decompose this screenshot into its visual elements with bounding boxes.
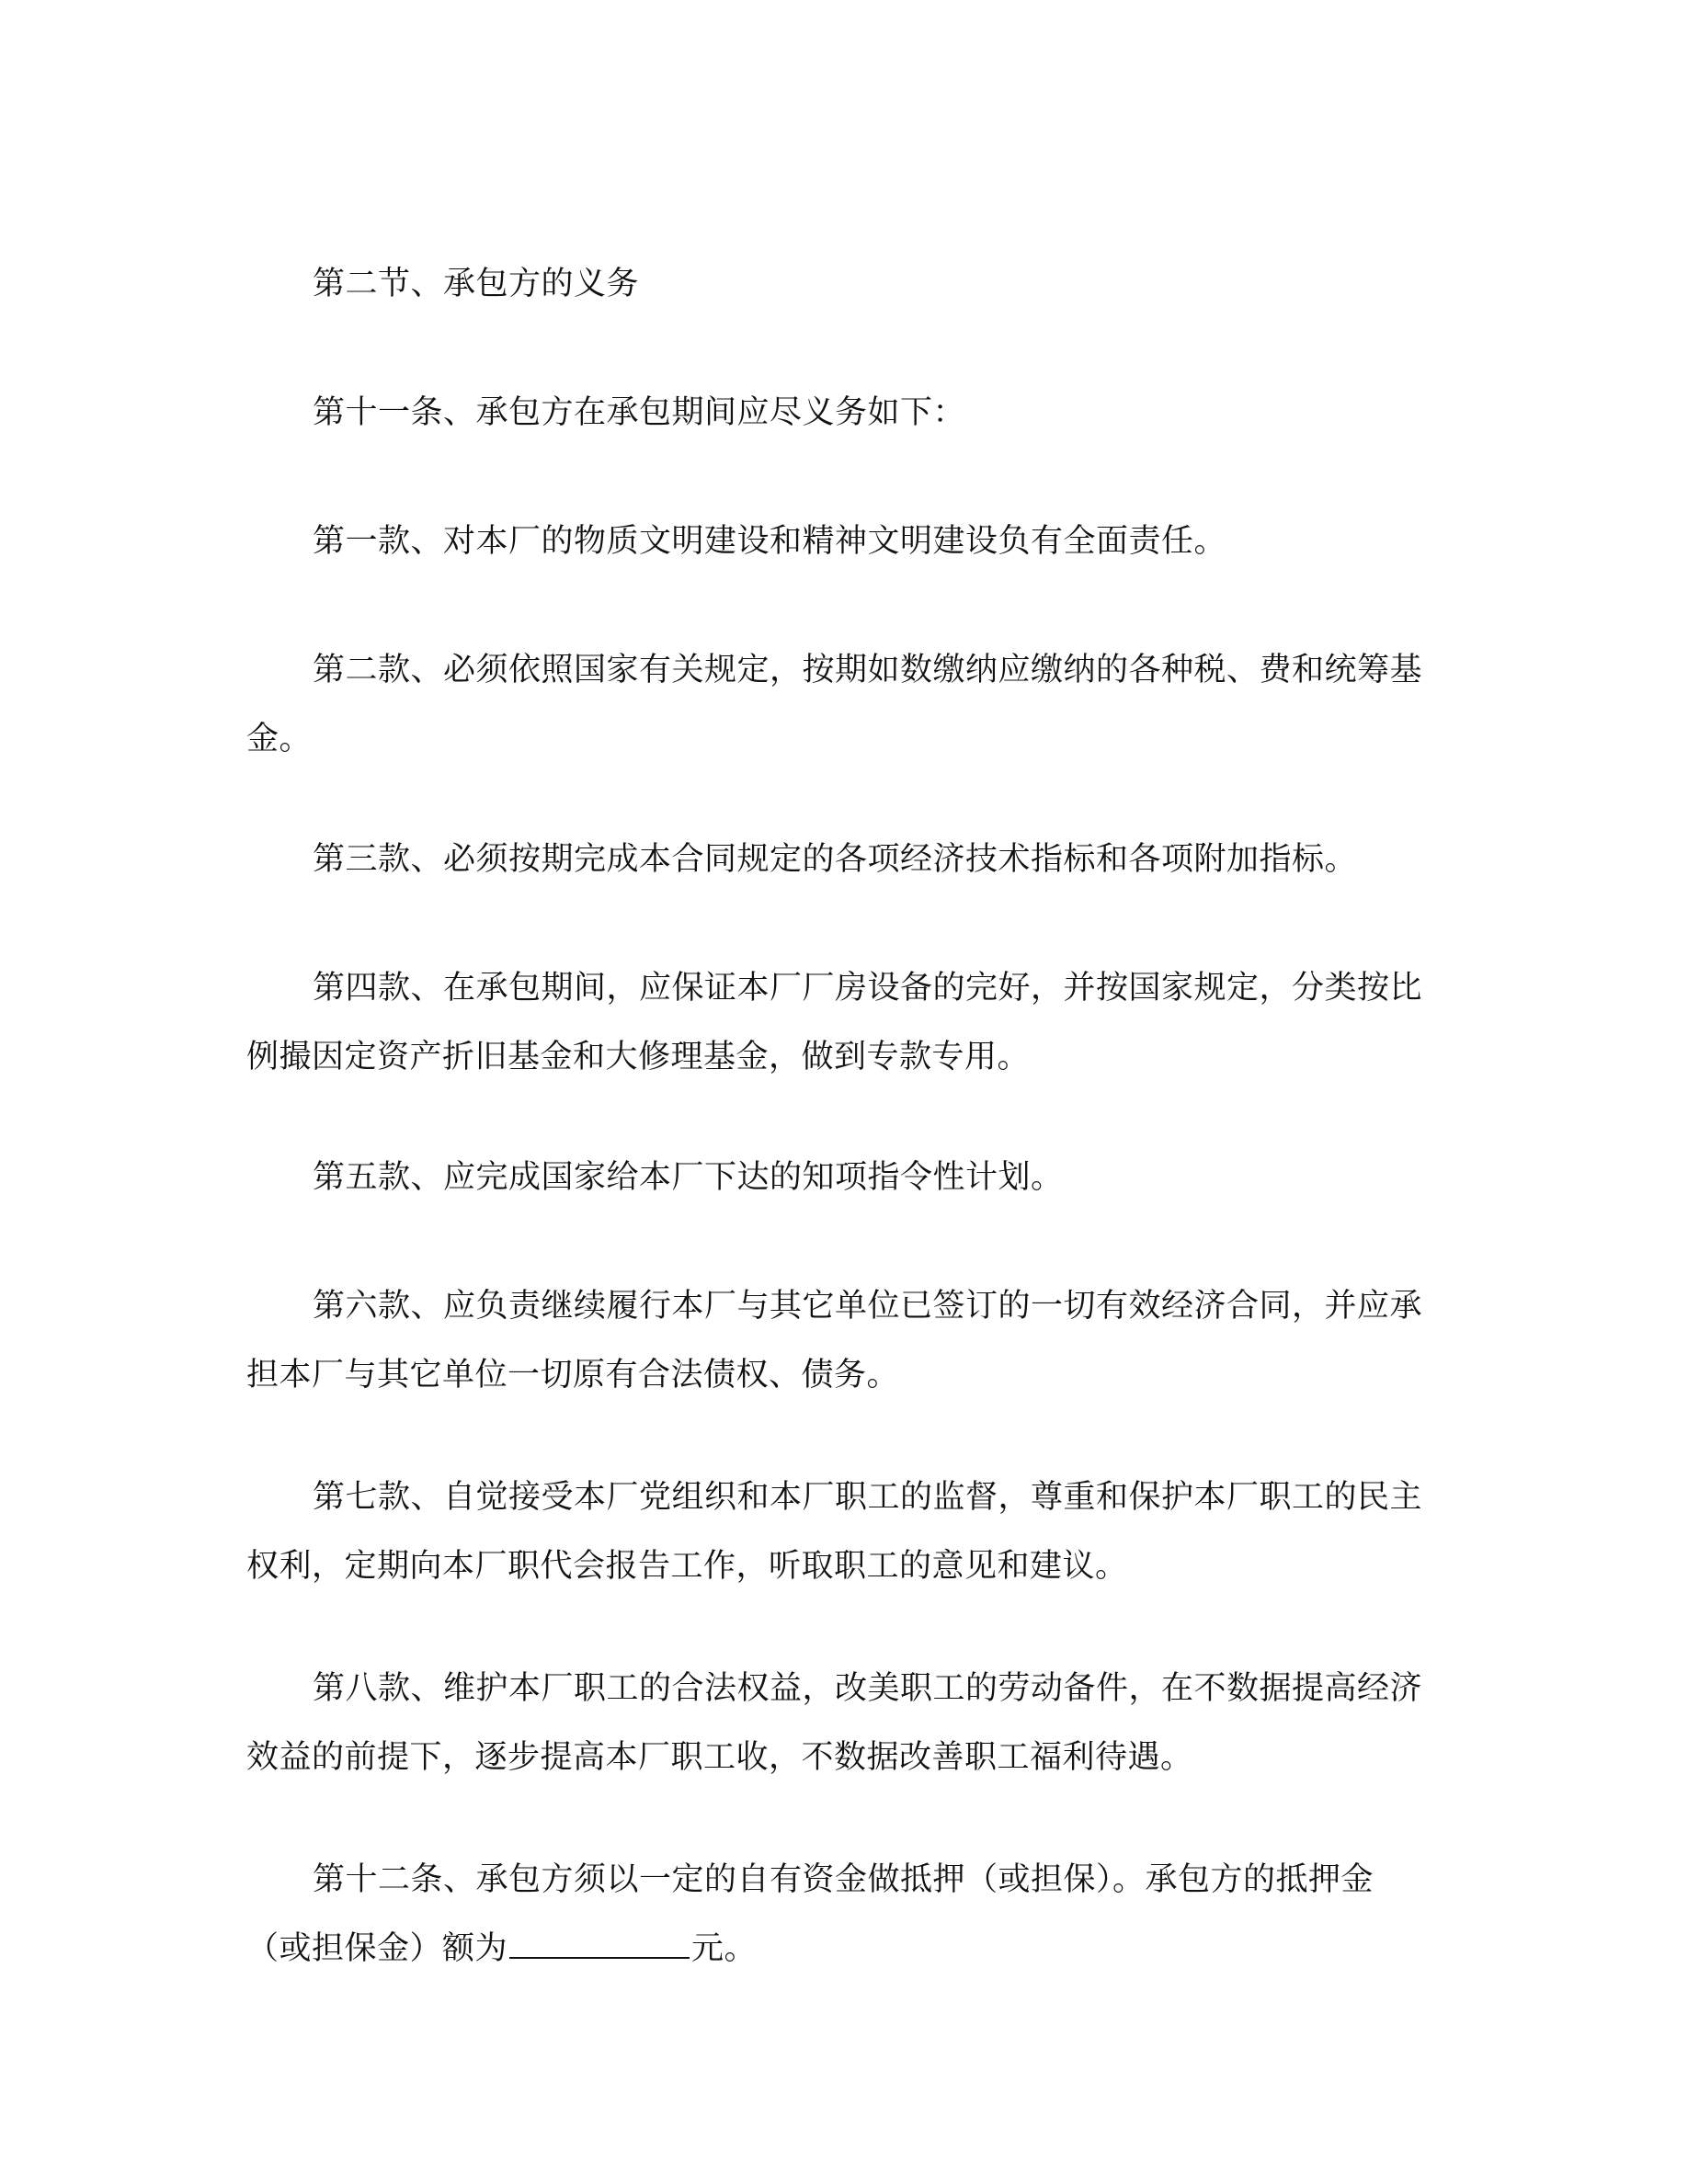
clause-1: 第一款、对本厂的物质文明建设和精神文明建设负有全面责任。 [313,523,1227,560]
clause-4: 第四款、在承包期间，应保证本厂厂房设备的完好，并按国家规定，分类按比例撮因定资产折旧基金和大修理基金，做到专款专用。 [246,970,1423,1075]
amount-blank-field[interactable] [509,1929,690,1959]
article-12-text: 第十二条、承包方须以一定的自有资金做抵押（或担保）。承包方的抵押金（或担保金）额为 [246,1861,1374,1967]
article-11-intro: 第十一条、承包方在承包期间应尽义务如下： [313,394,966,431]
clause-7: 第七款、自觉接受本厂党组织和本厂职工的监督，尊重和保护本厂职工的民主权利，定期向本厂职代会报告工作，听取职工的意见和建议。 [246,1479,1423,1585]
article-12-suffix: 元。 [691,1930,758,1967]
clause-5: 第五款、应完成国家给本厂下达的知项指令性计划。 [313,1159,1064,1196]
clause-2: 第二款、必须依照国家有关规定，按期如数缴纳应缴纳的各种税、费和统筹基金。 [246,652,1423,757]
article-12 [246,1846,1434,1984]
clause-6: 第六款、应负责继续履行本厂与其它单位已签订的一切有效经济合同，并应承担本厂与其它单位一切原有合法债权、债务。 [246,1288,1423,1393]
clause-8: 第八款、维护本厂职工的合法权益，改美职工的劳动备件，在不数据提高经济效益的前提下，逐步提高本厂职工收，不数据改善职工福利待遇。 [246,1670,1423,1776]
clause-3: 第三款、必须按期完成本合同规定的各项经济技术指标和各项附加指标。 [313,841,1358,878]
section-heading: 第二节、承包方的义务 [313,266,640,302]
